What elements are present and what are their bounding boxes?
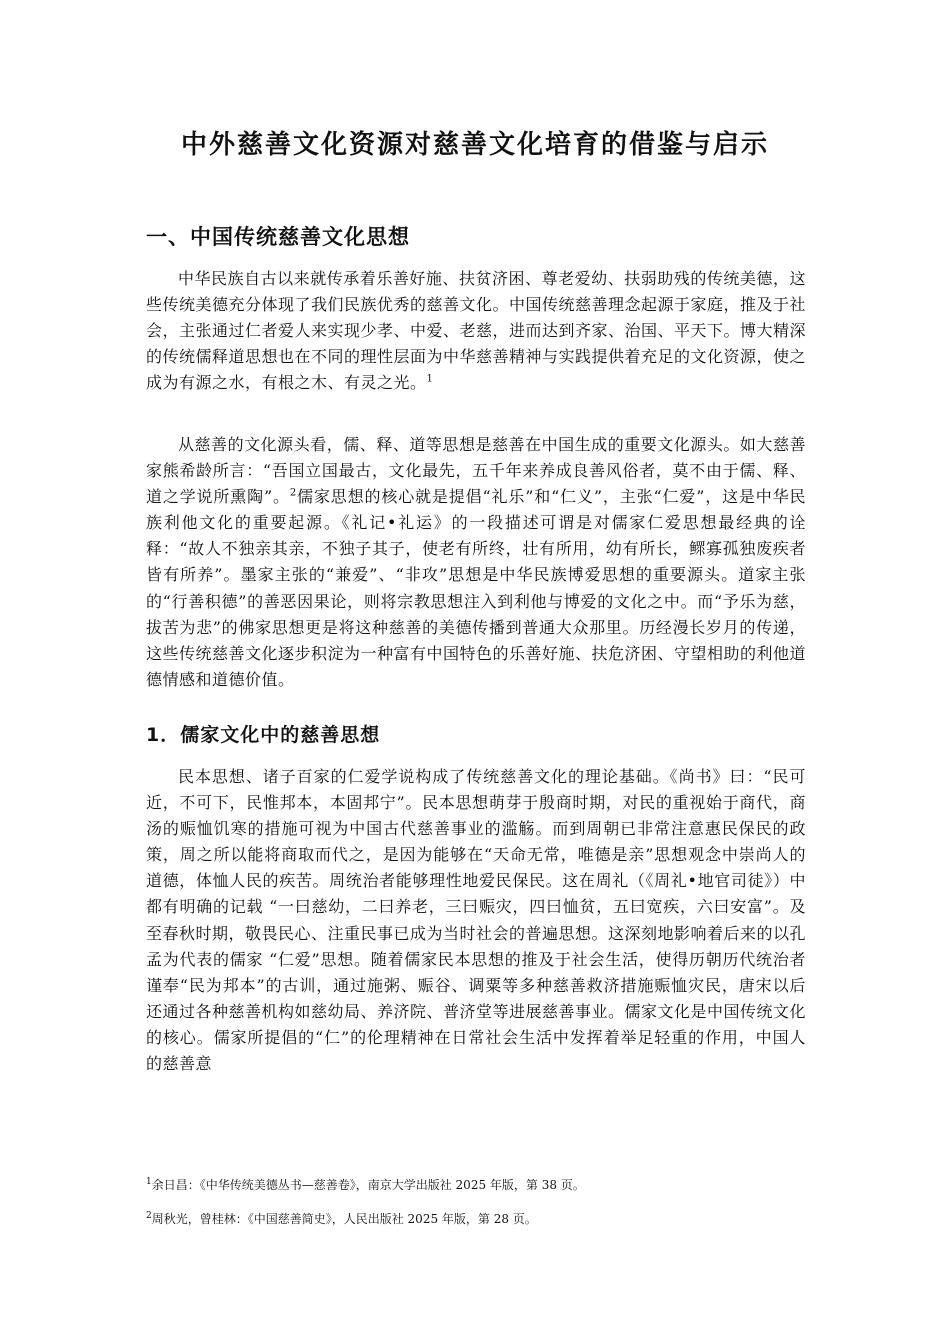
section-heading: 一、中国传统慈善文化思想 <box>146 225 410 249</box>
footnote-1 <box>146 1176 806 1194</box>
footnote-1-text: 余日昌：《中华传统美德丛书—慈善卷》，南京大学出版社 2025 年版，第 38 页。 <box>151 1178 585 1192</box>
paragraph-2-text-before: 从慈善的文化源头看，儒、释、道等思想是慈善在中国生成的重要文化源头。如大慈善家熊希龄所言：“吾国立国最古，文化最先，五千年来养成良善风俗者，莫不由于儒、释、道之学说所熏陶”。 <box>146 435 806 507</box>
footnote-2-number: 2 <box>146 1211 152 1221</box>
footnote-2 <box>146 1210 806 1228</box>
paragraph-2 <box>146 432 806 693</box>
paragraph-1 <box>146 266 806 396</box>
document-title: 中外慈善文化资源对慈善文化培育的借鉴与启示 <box>180 130 769 160</box>
paragraph-3-text: 民本思想、诸子百家的仁爱学说构成了传统慈善文化的理论基础。《尚书》曰：“民可近，不可下，民惟邦本，本固邦宁”。民本思想萌芽于殷商时期，对民的重视始于商代，商汤的赈恤饥寒的措施可视为中国古代慈善事业的滥觞。而到周朝已非常注意惠民保民的政策，周之所以能将商取而代之，是因为能够在“天命无常，唯德是亲”思想观念中崇尚人的道德，体恤人民的疾苦。周统治者能够理性地爱民保民。这在周礼（《周礼•地官司徒》）中都有明确的记载 “一曰慈幼，二曰养老，三曰赈灾，四曰恤贫，五曰宽疾，六曰安富”。及至春秋时期，敬畏民心、注重民事已成为当时社会的普遍思想。这深刻地影响着后来的以孔孟为代表的儒家 “仁爱”思想。随着儒家民本思想的推及于社会生活，使得历朝历代统治者谨奉“民为邦本”的古训，通过施粥、赈谷、调粟等多种慈善救济措施赈恤灾民，唐宋以后还通过各种慈善机构如慈幼局、养济院、普济堂等进展慈善事业。儒家文化是中国传统文化的核心。儒家所提倡的“仁”的伦理精神在日常社会生活中发挥着举足轻重的作用，中国人的慈善意 <box>146 767 807 1074</box>
paragraph-3 <box>146 764 806 1077</box>
footnote-1-number: 1 <box>146 1177 152 1187</box>
paragraph-1-text: 中华民族自古以来就传承着乐善好施、扶贫济困、尊老爱幼、扶弱助残的传统美德，这些传统美德充分体现了我们民族优秀的慈善文化。中国传统慈善理念起源于家庭，推及于社会，主张通过仁者爱人来实现少孝、中爱、老慈，进而达到齐家、治国、平天下。博大精深的传统儒释道思想也在不同的理性层面为中华慈善精神与实践提供着充足的文化资源，使之成为有源之水，有根之木、有灵之光。 <box>146 269 807 393</box>
subsection-heading: 1．儒家文化中的慈善思想 <box>146 724 381 746</box>
footnote-2-text: 周秋光，曾桂林：《中国慈善简史》，人民出版社 2025 年版，第 28 页。 <box>151 1212 537 1226</box>
footnote-ref-1: 1 <box>426 374 434 386</box>
footnote-ref-2: 2 <box>289 487 297 499</box>
paragraph-2-text-after: 儒家思想的核心就是提倡“礼乐”和“仁义”，主张“仁爱”，这是中华民族利他文化的重要起源。《礼记•礼运》的一段描述可谓是对儒家仁爱思想最经典的诠释：“故人不独亲其亲，不独子其子，使老有所终，壮有所用，幼有所长，鳏寡孤独废疾者皆有所养”。墨家主张的“兼爱”、“非攻”思想是中华民族博爱思想的重要源头。道家主张的“行善积德”的善恶因果论，则将宗教思想注入到利他与博爱的文化之中。而“予乐为慈，拔苦为悲”的佛家思想更是将这种慈善的美德传播到普通大众那里。历经漫长岁月的传递，这些传统慈善文化逐步积淀为一种富有中国特色的乐善好施、扶危济困、守望相助的利他道德情感和道德价值。 <box>146 487 807 689</box>
